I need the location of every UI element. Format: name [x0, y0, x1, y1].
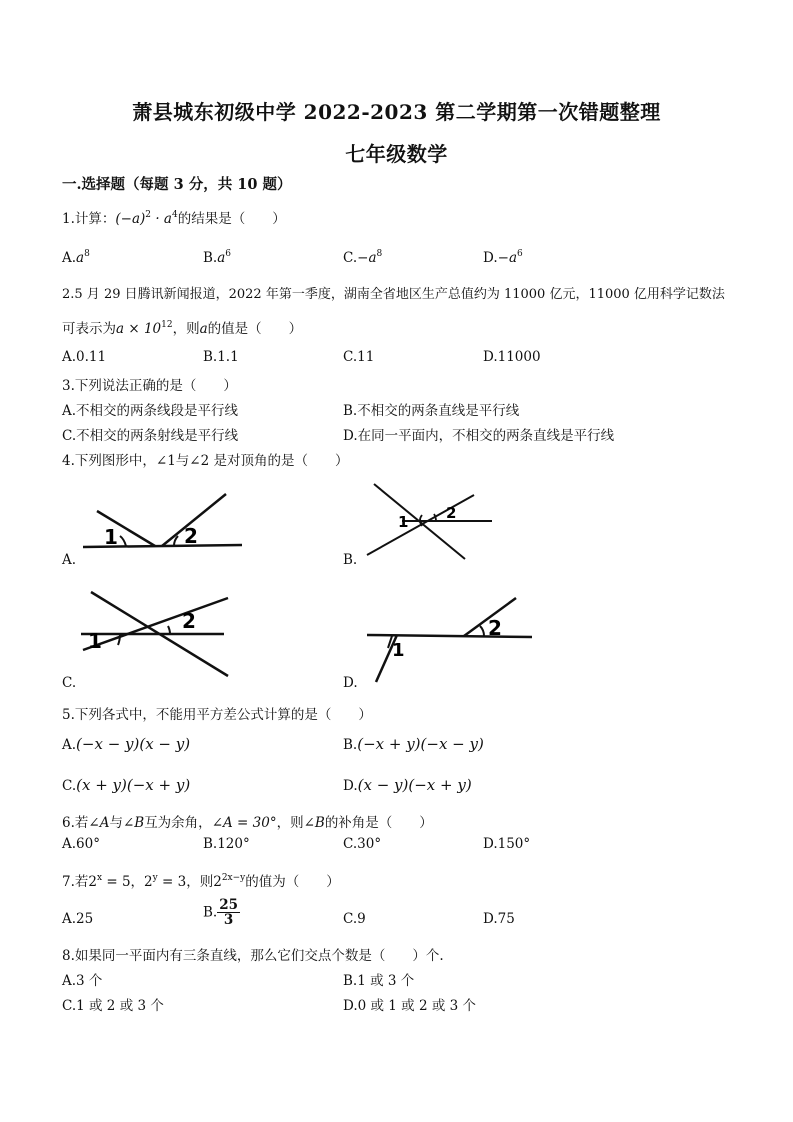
question-1-stem: 1.计算：$(-a)^2 \cdot a^4$的结果是（ ）	[62, 210, 286, 227]
question-6-stem: 6.若∠A与∠B互为余角，∠A = 30°，则∠B的补角是（ ）	[62, 815, 433, 831]
question-8-option-b[interactable]: B.1 或 3 个	[343, 973, 415, 989]
figure-b-label-1: 1	[398, 513, 409, 531]
question-1-option-d[interactable]: $D.-a^6$	[483, 249, 523, 266]
figure-d-angle-2-arc	[480, 626, 484, 636]
question-8-option-a[interactable]: A.3 个	[62, 973, 103, 989]
question-4-option-c[interactable]: C.	[62, 675, 77, 691]
question-3-option-b[interactable]: B.不相交的两条直线是平行线	[343, 403, 520, 419]
figure-b-label-2: 2	[446, 504, 457, 522]
fraction: $\frac{25}{3}$	[219, 897, 239, 928]
figure-a-angle-1-arc	[120, 536, 126, 546]
figure-a	[80, 484, 250, 560]
question-7-option-b[interactable]: B. $\frac{25}{3}$	[203, 897, 239, 928]
question-6-option-a[interactable]: A.60°	[62, 836, 100, 852]
figure-b	[362, 478, 502, 564]
question-5-option-a[interactable]: A.(−x − y)(x − y)	[62, 735, 191, 753]
question-5-option-d[interactable]: D.(x − y)(−x + y)	[343, 776, 472, 794]
question-4-stem: 4.下列图形中，∠1与∠2 是对顶角的是（ ）	[62, 453, 349, 469]
question-6-option-d[interactable]: D.150°	[483, 836, 531, 852]
question-1-option-b[interactable]: $B.a^6$	[203, 249, 232, 266]
question-1-option-c[interactable]: $C.-a^8$	[343, 249, 383, 266]
question-2-stem-line2: 可表示为$a \times 10^{12}$，则a的值是（ ）	[62, 320, 303, 337]
question-7-option-c[interactable]: C.9	[343, 911, 366, 927]
figure-c-label-2: 2	[182, 609, 196, 633]
question-2-option-b[interactable]: B.1.1	[203, 349, 239, 365]
figure-c-label-1: 1	[88, 629, 102, 653]
figure-c-angle-1-arc	[118, 634, 120, 645]
figure-d-label-1: 1	[392, 640, 405, 661]
question-8-option-d[interactable]: D.0 或 1 或 2 或 3 个	[343, 998, 477, 1014]
question-5-stem: 5.下列各式中，不能用平方差公式计算的是（ ）	[62, 707, 372, 723]
question-3-stem: 3.下列说法正确的是（ ）	[62, 378, 237, 394]
question-6-option-b[interactable]: B.120°	[203, 836, 250, 852]
figure-c-line-2	[83, 598, 228, 650]
figure-d	[364, 592, 536, 684]
question-3-option-c[interactable]: C.不相交的两条射线是平行线	[62, 428, 239, 444]
page-title: 萧县城东初级中学 2022-2023 第二学期第一次错题整理	[132, 100, 661, 124]
question-7-option-d[interactable]: D.75	[483, 911, 515, 927]
question-2-option-c[interactable]: C.11	[343, 349, 375, 365]
question-7-option-a[interactable]: A.25	[62, 911, 94, 927]
question-2-stem-line1: 2.5 月 29 日腾讯新闻报道，2022 年第一季度，湖南全省地区生产总值约为 11000 亿元，11000 亿用科学记数法	[62, 287, 725, 302]
figure-a-label-2: 2	[184, 524, 198, 548]
question-7-stem: 7.若$2^x = 5$，$2^y = 3$，则$2^{2x-y}$的值为（ ）	[62, 873, 340, 890]
question-8-stem: 8.如果同一平面内有三条直线，那么它们交点个数是（ ）个.	[62, 948, 444, 964]
question-3-option-a[interactable]: A.不相交的两条线段是平行线	[62, 403, 239, 419]
question-2-option-d[interactable]: D.11000	[483, 349, 541, 365]
figure-a-angle-2-arc	[174, 536, 178, 546]
page-subtitle: 七年级数学	[345, 142, 448, 166]
question-5-option-b[interactable]: B.(−x + y)(−x − y)	[343, 735, 484, 753]
question-1-option-a[interactable]: $A.a^8$	[62, 249, 90, 266]
question-2-option-a[interactable]: A.0.11	[62, 349, 107, 365]
question-6-option-c[interactable]: C.30°	[343, 836, 382, 852]
section-heading: 一.选择题（每题 3 分，共 10 题）	[62, 176, 292, 193]
figure-c	[78, 588, 238, 680]
figure-a-label-1: 1	[104, 525, 118, 549]
question-4-option-b[interactable]: B.	[343, 552, 358, 568]
question-5-option-c[interactable]: C.(x + y)(−x + y)	[62, 776, 191, 794]
figure-d-label-2: 2	[488, 616, 502, 640]
question-3-option-d[interactable]: D.在同一平面内，不相交的两条直线是平行线	[343, 428, 615, 444]
question-4-option-a[interactable]: A.	[62, 552, 77, 568]
question-8-option-c[interactable]: C.1 或 2 或 3 个	[62, 998, 164, 1014]
question-4-option-d[interactable]: D.	[343, 675, 358, 691]
